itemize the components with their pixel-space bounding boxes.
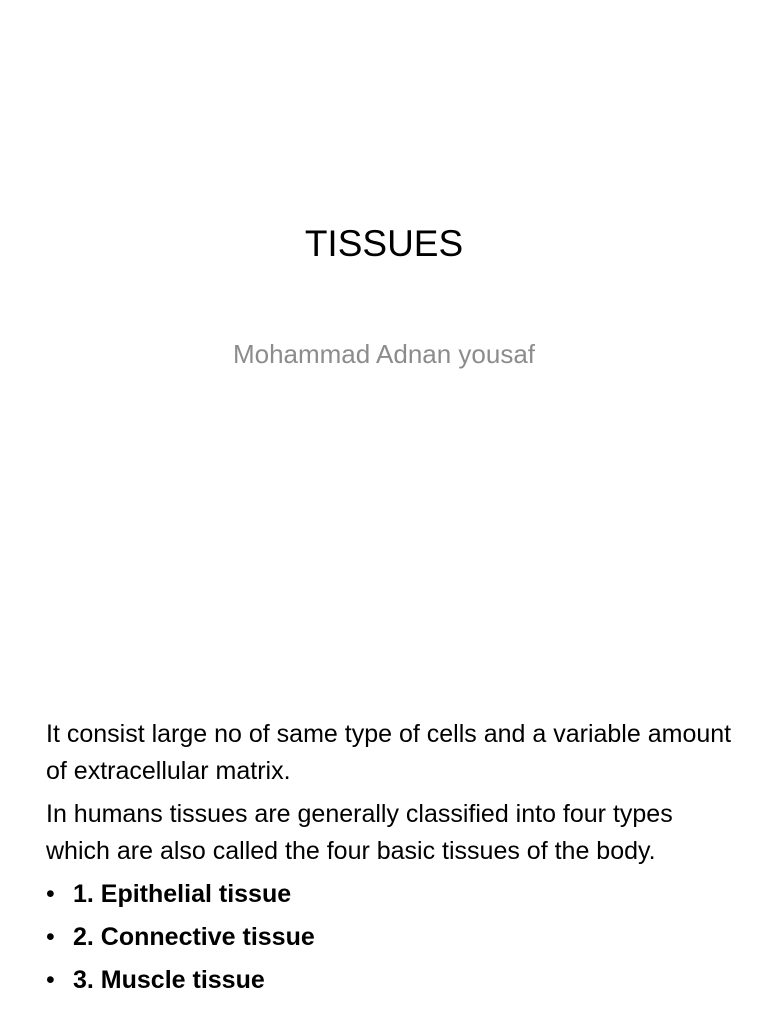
bullet-icon: • [46,880,55,908]
content-slide [0,600,768,1024]
slide-title: TISSUES [304,223,464,264]
list-item-label: 2. Connective tissue [73,923,315,951]
list-item-label: 1. Epithelial tissue [73,880,292,908]
list-item-label: 3. Muscle tissue [73,966,265,994]
list-item [46,962,736,999]
slide-body [46,716,736,1005]
slide-subtitle: Mohammad Adnan yousaf [232,339,536,369]
list-item [46,919,736,956]
bullet-icon: • [46,966,55,994]
bullet-icon: • [46,923,55,951]
tissue-type-list [46,876,736,999]
list-item [46,876,736,913]
body-paragraph: In humans tissues are generally classified into four types which are also called the four basic tissues of the body. [46,800,673,865]
body-paragraph: It consist large no of same type of cells and a variable amount of extracellular matrix. [46,720,732,785]
